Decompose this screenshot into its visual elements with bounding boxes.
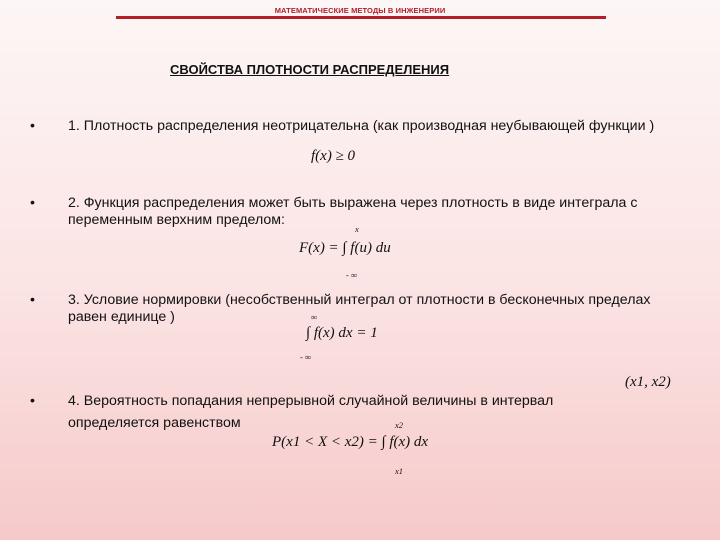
- item-text: 3. Условие нормировки (несобственный интеграл от плотности в бесконечных пределах равен единице ): [68, 292, 651, 325]
- formula-nonnegative: f(x) ≥ 0: [311, 148, 356, 164]
- header-rule: [116, 16, 606, 19]
- formula-cdf: F(x) = ∫ f(u) du: [299, 240, 391, 256]
- header-title: МАТЕМАТИЧЕСКИЕ МЕТОДЫ В ИНЖЕНЕРИИ: [274, 6, 446, 15]
- formula-normalization: ∫ f(x) dx = 1: [306, 325, 378, 341]
- bullet: •: [30, 292, 35, 308]
- lower-limit: x1: [395, 466, 404, 476]
- item-text: определяется равенством: [68, 415, 241, 431]
- formula-probability: P(x1 < X < x2) = ∫ f(x) dx: [272, 434, 429, 450]
- lower-limit: - ∞: [346, 270, 358, 280]
- item-text: 1. Плотность распределения неотрицательна (как производная неубывающей функции ): [68, 118, 655, 134]
- upper-limit: ∞: [311, 312, 318, 322]
- formula-interval: (x1, x2): [625, 374, 671, 390]
- item-text: 4. Вероятность попадания непрерывной случайной величины в интервал: [68, 393, 554, 409]
- bullet: •: [30, 118, 35, 134]
- item-text: 2. Функция распределения может быть выражена через плотность в виде интеграла с переменным верхним пределом:: [68, 195, 638, 228]
- slide-title: СВОЙСТВА ПЛОТНОСТИ РАСПРЕДЕЛЕНИЯ: [170, 62, 450, 77]
- bullet: •: [30, 195, 35, 211]
- bullet: •: [30, 393, 35, 409]
- lower-limit: - ∞: [300, 352, 312, 362]
- upper-limit: x: [355, 224, 359, 234]
- upper-limit: x2: [395, 420, 404, 430]
